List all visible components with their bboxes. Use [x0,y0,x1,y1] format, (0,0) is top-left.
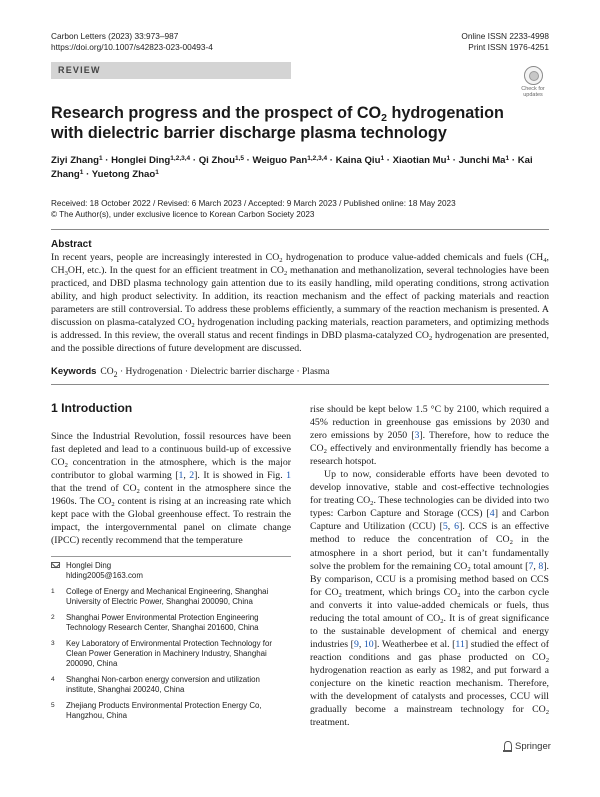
publication-dates [51,198,551,220]
springer-horse-icon [503,741,512,752]
citation-link[interactable]: 7 [528,560,534,572]
affiliation-text: Shanghai Power Environmental Protection Engineering Technology Research Center, Shanghai 201600, China [66,613,259,632]
publisher-name: Springer [515,741,551,752]
subscript: 2 [545,709,549,717]
author-affiliation-mark: 1 [505,155,510,162]
title-part: Research progress and the prospect of CO [51,104,382,122]
subscript: 2 [136,488,140,496]
author-name: Ziyi Zhang [51,155,99,166]
affiliation-text: Key Laboratory of Environmental Protection Technology for Clean Power Generation in Machinery Industry, Shanghai 200090, China [66,639,273,668]
affiliation-text: Shanghai Non-carbon energy conversion and utilization institute, Shanghai 200240, China [66,675,260,694]
section-heading: 1 Introduction [51,401,133,415]
keyword-subscript: 2 [113,369,118,379]
issn-header [461,31,549,52]
text-run: hydrogenation to produce value-added chemicals and fuels (CH [282,252,544,263]
citation-link[interactable]: 2 [189,470,195,482]
abstract-body [51,251,549,355]
subscript: 2 [429,335,433,343]
title-line-2: with dielectric barrier discharge plasma technology [51,124,447,142]
copyright: © The Author(s), under exclusive licence to Korean Carbon Society 2023 [51,210,315,219]
text-run: , CH [51,252,549,277]
text-run: treatment. [310,717,350,729]
keyword: CO [100,367,114,377]
citation-link[interactable]: 3 [414,430,420,442]
text-run: , [183,470,190,482]
author-affiliation-mark: 1,2,3,4 [307,155,328,162]
keywords [51,366,549,381]
author-name: Honglei Ding [111,155,171,166]
text-run: OH, etc.). In the quest for an efficient treatment in CO [67,265,284,277]
body-column-left [51,430,291,547]
affiliation-number: 3 [51,640,55,647]
text-run: . It is of great significance to the sustainable development of chemical and energy industries [ [310,612,549,650]
article-title [51,103,511,143]
text-run: , [358,638,364,650]
text-run: treatment, which brings CO [341,586,458,598]
subscript: 2 [279,257,283,264]
author-list: Ziyi Zhang$^1$ · Honglei Ding$^{1,2,3,4}$ · Qi Zhou$^{1,5}$ · Weiguo Pan$^{1,2,3,4}$ · Kaina Qiu$^1$ · Xiaotian $Mu^1$ · Junchi $Ma^1$ · Kai Zhang$^1$ · Yuetong Zhao$^1$ [51,155,533,180]
author-name: Qi Zhou [198,155,235,166]
subscript: 2 [545,656,549,664]
text-run: , [533,560,539,572]
subscript: 2 [283,270,288,278]
subscript: 2 [509,539,513,547]
text-run: hydrogenation including packing materials, reaction parameters, and optimizing methods is addressed. In this review, the overall status and recent findings in DBD plasma-catalyzed CO [51,317,549,342]
citation-link[interactable]: 6 [454,521,460,533]
subscript: 4 [543,257,547,264]
subscript: 2 [323,448,327,456]
publisher-logo [503,741,551,752]
text-run: rise should be kept below 1.5 °C by 2100, which required a 45% reduction in greenhouse gas emissions by 2030 and zero emissions by 2050 [ [310,404,549,442]
check-for-updates-badge[interactable] [517,66,549,100]
text-run: . These technologies can be divided into two types: Carbon Capture and Storage (CCS) [ [310,495,549,520]
corresponding-author: Honglei Ding [66,561,112,570]
text-run: methanation and methanolization, several technologies have been practiced, and DBD plasma technology gain attention due to its easily handling, mild operating conditions, strong activation ability, and high product selectivity. In addition, its reaction mechanism and the effect of packing materials and reaction parameters are still controversial. To address these problems efficiently, a summary of the reaction mechanism is presented. A discussion on plasma-catalyzed CO [51,265,549,329]
title-subscript: 2 [381,112,387,124]
corresponding-email[interactable]: hlding2005@163.com [66,571,143,580]
author-name: Weiguo Pan [252,155,308,166]
text-run: into the carbon cycle and converts it into value-added chemicals or fuels, thus reducing the total amount of CO [310,586,549,624]
subscript: 2 [338,591,342,599]
text-run: Up to now, considerable efforts have been devoted to develop innovative, stable and cost-effective technologies for treating CO [310,469,549,507]
subscript: 2 [111,501,115,509]
subscript: 2 [64,462,68,470]
subscript: 2 [191,322,195,330]
affiliation-text: College of Energy and Mechanical Engineering, Shanghai University of Electric Power, Shanghai 200090, China [66,587,269,606]
affiliation [51,613,291,633]
author-name: Yuetong Zhao [91,169,156,180]
citation-link[interactable]: 4 [489,508,495,520]
text-run: content in the atmosphere since the 1960s. The CO [51,483,291,508]
divider [51,384,549,385]
body-column-right [310,403,549,729]
divider [51,229,549,230]
envelope-icon [51,562,60,568]
author-affiliation-mark: 1 [79,169,84,176]
author-affiliation-mark: 1 [446,155,451,162]
online-issn: Online ISSN 2233-4998 [461,31,549,41]
author-affiliation-mark: 1,5 [234,155,244,162]
text-run: ]. It is showed in Fig. [194,470,287,482]
journal-citation: Carbon Letters (2023) 33:973–987 [51,31,179,41]
citation-link[interactable]: 8 [538,560,544,572]
text-run: In recent years, people are increasingly interested in CO [51,252,280,263]
author-affiliation-mark: 1,2,3,4 [170,155,191,162]
article-type: REVIEW [58,65,101,75]
text-run: ] studied the effect of reaction conditions and gas phase producted on CO [310,638,550,663]
history-dates: Received: 18 October 2022 / Revised: 6 March 2023 / Accepted: 9 March 2023 / Published online: 18 May 2023 [51,199,456,208]
author-name: Kai Zhang [51,155,533,180]
citation-link[interactable]: 5 [442,521,448,533]
affiliation-number: 4 [51,676,55,683]
text-run: concentration in the atmosphere, which is the major contributor to global warming [ [51,457,291,482]
subscript: 3 [64,270,68,278]
text-run: , [447,521,455,533]
text-run: hydrogenation are presented, and the possible directions of future development are discussed. [51,330,549,355]
author-affiliation-mark: 1 [380,155,385,162]
citation-link[interactable]: 10 [363,638,374,650]
text-run: ]. CCS is an effective method to reduce the concentration of CO [310,521,549,546]
text-run: hydrogenation reaction as early as 1982, and put forward a conjecture on the kinetic reaction mechanism. Therefore, with the development of catalysts and processes, CCU will gradually become a mainstream technology for CO [310,664,549,716]
text-run: ]. Therefore, how to reduce the CO [310,430,549,455]
footnotes [51,561,291,727]
title-part: hydrogenation [386,104,504,122]
affiliation [51,701,291,721]
affiliation [51,675,291,695]
keywords-label: Keywords [51,366,97,377]
author-affiliation-mark: 1 [98,155,103,162]
print-issn: Print ISSN 1976-4251 [468,41,549,52]
subscript: 2 [370,500,374,508]
text-run: content is rising at an increasing rate which kept pace with the Global greenhouse effect. To restrain the impact, the intergovernmental panel on climate change (IPCC) recently recommend that the temperature [51,496,292,547]
author-name: Junchi Ma [458,155,506,166]
text-run: ] and Carbon Capture and Utilization (CCU) [ [310,508,550,533]
subscript: 2 [457,591,461,599]
check-for-updates-label: Check for updates [521,86,545,98]
text-run: Since the Industrial Revolution, fossil resources have been fast depleted and lead to a continuous build-up of excessive CO [51,431,291,469]
author-affiliation-mark: 1 [155,169,159,176]
article-type-bar [51,62,291,79]
correspondence [51,561,291,581]
affiliation-number: 5 [51,702,55,709]
citation-link[interactable]: 1 [178,470,184,482]
subscript: 2 [467,565,471,573]
paragraph [310,468,549,729]
text-run: ]. By comparison, CCU is a promising method based on CCS for CO [310,560,549,598]
keyword-list: · Hydrogenation · Dielectric barrier discharge · Plasma [117,367,330,377]
check-for-updates-icon [524,66,543,85]
text-run: that the trend of CO [51,483,137,495]
paragraph [310,403,549,468]
citation-link[interactable]: 9 [353,638,359,650]
doi-link[interactable]: https://doi.org/10.1007/s42823-023-00493-4 [51,41,213,52]
paragraph [51,430,291,547]
affiliation-number: 1 [51,588,55,595]
text-run: ]. Weatherbee et al. [ [373,638,456,650]
footnote-divider [51,556,291,557]
affiliation [51,587,291,607]
author-name: Kaina Qiu [335,155,381,166]
journal-header [51,31,213,52]
subscript: 2 [440,617,444,625]
affiliation [51,639,291,669]
citation-link[interactable]: 1 [286,470,291,482]
author-name: Xiaotian Mu [392,155,447,166]
text-run: effectively and environmentally friendly has become a research hotspot. [310,443,549,468]
affiliation-number: 2 [51,614,55,621]
affiliation-text: Zhejiang Products Environmental Protection Energy Co, Hangzhou, China [66,701,262,720]
citation-link[interactable]: 11 [455,638,465,650]
text-run: total amount [ [470,560,529,572]
text-run: in the atmosphere in a short period, but it can’t fundamentally solve the problem for the remaining CO [310,534,549,572]
abstract-heading: Abstract [51,239,92,250]
